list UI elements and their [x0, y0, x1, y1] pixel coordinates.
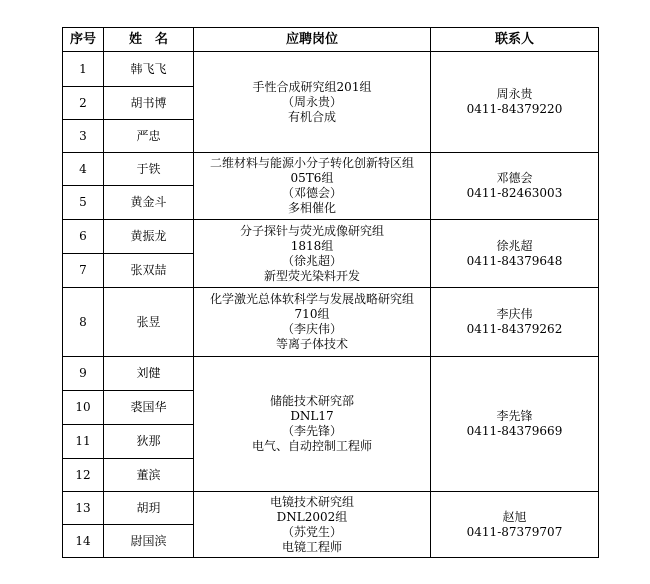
contact-cell — [431, 220, 599, 288]
position-cell — [194, 357, 431, 492]
row-number: 3 — [63, 120, 104, 153]
contact-phone: 0411-84379669 — [466, 424, 563, 438]
header-name: 姓 名 — [104, 28, 194, 52]
contact-name: 周永贵 — [496, 87, 533, 101]
header-position: 应聘岗位 — [194, 28, 431, 52]
row-number: 12 — [63, 459, 104, 492]
table-row — [63, 288, 599, 357]
row-number: 2 — [63, 87, 104, 120]
applicant-name: 黄金斗 — [104, 186, 194, 220]
header-no: 序号 — [63, 28, 104, 52]
position-line: 等离子体技术 — [275, 337, 348, 351]
contact-cell — [431, 288, 599, 357]
position-cell — [194, 52, 431, 153]
position-line: 电镜工程师 — [281, 539, 342, 554]
applicant-name: 张双喆 — [104, 254, 194, 288]
position-line: 二维材料与能源小分子转化创新特区组 — [209, 156, 414, 170]
position-line: 多相催化 — [287, 201, 336, 215]
contact-phone: 0411-84379648 — [466, 253, 563, 268]
table-row — [63, 220, 599, 254]
applicant-name: 黄振龙 — [104, 220, 194, 254]
applicant-name: 刘健 — [104, 357, 194, 391]
position-line: 710组 — [294, 307, 330, 321]
position-line: 新型荧光染料开发 — [263, 268, 360, 283]
contact-name: 徐兆超 — [496, 238, 533, 253]
contact-phone: 0411-82463003 — [466, 186, 563, 200]
header-contact: 联系人 — [431, 28, 599, 52]
table-row — [63, 153, 599, 186]
position-line: 电镜技术研究组 — [269, 494, 354, 509]
row-number: 1 — [63, 52, 104, 87]
contact-cell — [431, 357, 599, 492]
applicant-name: 狄那 — [104, 425, 194, 459]
position-line: （邓德会） — [281, 186, 342, 200]
position-cell — [194, 220, 431, 288]
contact-name: 邓德会 — [496, 171, 533, 185]
position-line: 分子探针与荧光成像研究组 — [239, 223, 384, 238]
position-line: 1818组 — [290, 238, 334, 253]
row-number: 9 — [63, 357, 104, 391]
position-line: （徐兆超） — [281, 253, 342, 268]
row-number: 6 — [63, 220, 104, 254]
position-cell — [194, 153, 431, 220]
row-number: 4 — [63, 153, 104, 186]
row-number: 5 — [63, 186, 104, 220]
contact-name: 赵旭 — [502, 509, 527, 524]
position-line: 有机合成 — [287, 109, 336, 124]
position-line: （李先锋） — [281, 424, 342, 438]
contact-phone: 0411-87379707 — [466, 524, 563, 539]
contact-cell — [431, 492, 599, 558]
applicant-name: 韩飞飞 — [104, 52, 194, 87]
contact-phone: 0411-84379262 — [466, 322, 563, 336]
position-line: 05T6组 — [290, 171, 334, 185]
position-line: 手性合成研究组201组 — [252, 79, 372, 94]
applicant-name: 胡书博 — [104, 87, 194, 120]
contact-cell — [431, 153, 599, 220]
position-line: 化学激光总体软科学与发展战略研究组 — [209, 292, 414, 306]
position-cell — [194, 288, 431, 357]
position-line: DNL2002组 — [276, 509, 348, 524]
applicant-name: 严忠 — [104, 120, 194, 153]
table-row — [63, 357, 599, 391]
table-header-row — [63, 28, 599, 52]
applicant-name: 董滨 — [104, 459, 194, 492]
position-line: （苏党生） — [281, 524, 342, 539]
position-line: （李庆伟） — [281, 322, 342, 336]
row-number: 11 — [63, 425, 104, 459]
row-number: 10 — [63, 391, 104, 425]
applicant-name: 尉国滨 — [104, 525, 194, 558]
contact-name: 李庆伟 — [496, 307, 533, 321]
position-line: 储能技术研究部 — [269, 394, 354, 408]
row-number: 7 — [63, 254, 104, 288]
row-number: 13 — [63, 492, 104, 525]
applicant-name: 张昱 — [104, 288, 194, 357]
applicant-name: 裘国华 — [104, 391, 194, 425]
position-line: 电气、自动控制工程师 — [251, 439, 372, 453]
recruitment-table — [62, 27, 599, 558]
table-row — [63, 52, 599, 87]
contact-phone: 0411-84379220 — [466, 102, 563, 116]
position-cell — [194, 492, 431, 558]
contact-cell — [431, 52, 599, 153]
table-row — [63, 492, 599, 525]
contact-name: 李先锋 — [496, 409, 533, 423]
row-number: 14 — [63, 525, 104, 558]
applicant-name: 于铁 — [104, 153, 194, 186]
position-line: （周永贵） — [281, 94, 342, 109]
applicant-name: 胡玥 — [104, 492, 194, 525]
position-line: DNL17 — [290, 409, 334, 423]
row-number: 8 — [63, 288, 104, 357]
